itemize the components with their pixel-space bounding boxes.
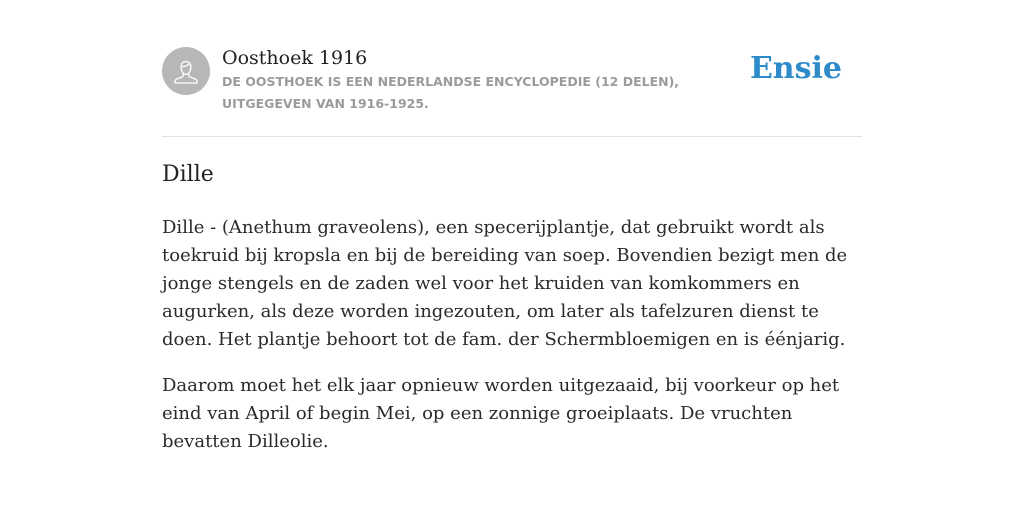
source-title[interactable]: Oosthoek 1916 (222, 47, 368, 69)
article-paragraph-1: Dille - (Anethum graveolens), een specerijplantje, dat gebruikt wordt als toekruid bij kropsla en bij de bereiding van soep. Bovendien bezigt men de jonge stengels en de zaden wel voor het kruiden van komkommers en augurken, als deze worden ingezouten, om later als tafelzuren dienst te doen. Het plantje behoort tot de fam. der Schermbloemigen en is éénjarig. (162, 217, 848, 350)
article-title: Dille (162, 162, 214, 187)
source-description: DE OOSTHOEK IS EEN NEDERLANDSE ENCYCLOPEDIE (12 DELEN), UITGEGEVEN VAN 1916-1925. (222, 74, 680, 111)
source-avatar[interactable] (162, 47, 210, 95)
article-paragraph-2: Daarom moet het elk jaar opnieuw worden uitgezaaid, bij voorkeur op het eind van April of begin Mei, op een zonnige groeiplaats. De vruchten bevatten Dilleolie. (162, 375, 840, 452)
page (162, 0, 862, 456)
source-info (222, 45, 757, 115)
brand-logo[interactable]: Ensie (749, 51, 842, 86)
user-icon (162, 47, 210, 95)
source-header (162, 0, 862, 137)
